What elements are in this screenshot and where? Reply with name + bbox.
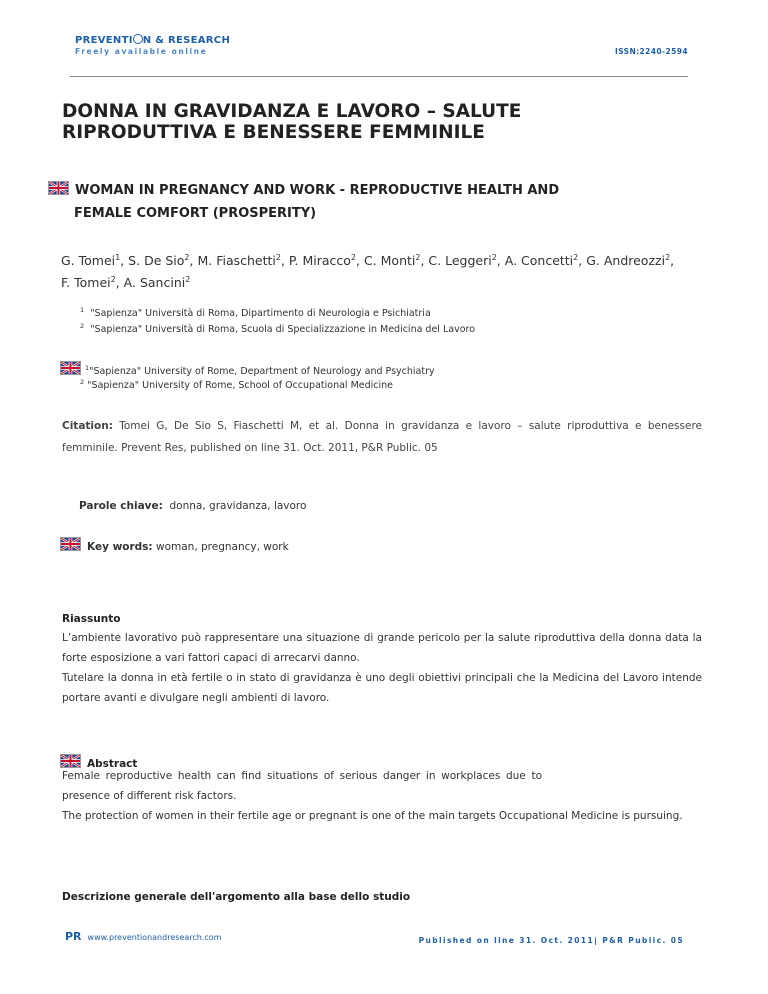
issn: ISSN:2240-2594 (615, 47, 688, 56)
author-sup: 2 (350, 252, 357, 262)
uk-flag-icon (60, 537, 81, 551)
author-sup: 2 (415, 252, 421, 262)
journal-logo (75, 34, 230, 46)
abstract-paragraph-1: Female reproductive health can find situations of serious danger in workplaces due to presence of different risk factors. (62, 770, 542, 802)
logo-o-icon (133, 34, 143, 44)
author-sup: 2 (573, 252, 579, 262)
affiliation-en-2 (80, 378, 393, 391)
author: G. Tomei (61, 253, 116, 268)
author-sup: 2 (184, 252, 190, 262)
affiliation-num: 1 (85, 363, 90, 372)
english-title-line-2: FEMALE COMFORT (PROSPERITY) (74, 206, 317, 221)
header-divider (70, 76, 688, 77)
riassunto-paragraph-2: Tutelare la donna in età fertile o in stato di gravidanza è uno degli obiettivi principali che la Medicina del Lavoro intende portare avanti e divulgare negli ambienti di lavoro. (62, 672, 702, 704)
author: F. Tomei (61, 275, 111, 290)
author-sup: 2 (185, 274, 191, 284)
uk-flag-icon (48, 181, 69, 195)
logo-tagline: Freely available online (75, 47, 208, 56)
riassunto-paragraph-1: L’ambiente lavorativo può rappresentare una situazione di grande pericolo per la salute riproduttiva della donna data la forte esposizione a vari fattori capaci di arrecarvi danno. (62, 632, 702, 664)
descrizione-heading: Descrizione generale dell'argomento alla base dello studio (62, 891, 411, 903)
title-line-1: DONNA IN GRAVIDANZA E LAVORO – SALUTE (62, 101, 522, 122)
affiliation-num: 1 (80, 306, 85, 314)
affiliation-it-1 (80, 306, 431, 319)
abstract-heading-text: Abstract (87, 758, 138, 770)
page-title (62, 101, 682, 143)
author: , G. Andreozzi (578, 253, 666, 268)
footer-url[interactable]: www.preventionandresearch.com (87, 933, 222, 942)
keywords-it-text: donna, gravidanza, lavoro (169, 500, 307, 512)
author-sup: 2 (491, 252, 497, 262)
affiliation-text: "Sapienza" University of Rome, Department of Neurology and Psychiatry (89, 366, 435, 377)
citation (62, 415, 702, 459)
author: , A. Sancini (115, 275, 186, 290)
affiliation-num: 2 (80, 322, 85, 330)
author: , M. Fiaschetti (189, 253, 276, 268)
english-title-text-1: WOMAN IN PREGNANCY AND WORK - REPRODUCTIVE HEALTH AND (75, 183, 560, 198)
uk-flag-icon (60, 361, 81, 375)
author: , P. Miracco (280, 253, 351, 268)
author-sup: 2 (275, 252, 281, 262)
affiliation-it-2 (80, 322, 475, 335)
footer-website (65, 930, 221, 943)
affiliation-text: "Sapienza" Università di Roma, Scuola di Specializzazione in Medicina del Lavoro (90, 324, 476, 336)
affiliation-num: 2 (80, 378, 85, 386)
keywords-en-text: woman, pregnancy, work (155, 541, 289, 553)
keywords-en (60, 537, 289, 553)
citation-text: Tomei G, De Sio S, Fiaschetti M, et al. Donna in gravidanza e lavoro – salute riproduttiva e benessere femminile. Prevent Res, published on line 31. Oct. 2011, P&R Public. 05 (62, 420, 703, 454)
keywords-en-label: Key words: (87, 541, 153, 553)
author: , C. Monti (356, 253, 416, 268)
logo-text-b: N & RESEARCH (142, 35, 231, 46)
logo-text-a: PREVENTI (75, 35, 133, 46)
abstract-paragraph-2: The protection of women in their fertile age or pregnant is one of the main targets Occupational Medicine is pursuing. (62, 810, 683, 822)
author-list (61, 250, 711, 294)
riassunto-heading: Riassunto (62, 613, 121, 625)
pr-logo-icon: PR (65, 930, 82, 943)
abstract-body (62, 766, 702, 826)
author: , S. De Sio (120, 253, 185, 268)
author-sup: 2 (110, 274, 116, 284)
keywords-it-label: Parole chiave: (79, 500, 163, 512)
author: , A. Concetti (496, 253, 574, 268)
title-line-2: RIPRODUTTIVA E BENESSERE FEMMINILE (62, 122, 485, 143)
author-sup: 2 (665, 252, 671, 262)
affiliation-en-1 (60, 361, 435, 377)
footer-published: Published on line 31. Oct. 2011| P&R Public. 05 (418, 936, 684, 945)
riassunto-body (62, 628, 702, 708)
author: , (670, 253, 675, 268)
author-sup: 1 (115, 252, 121, 262)
keywords-it (79, 500, 306, 512)
author: , C. Leggeri (420, 253, 492, 268)
citation-label: Citation: (62, 420, 113, 432)
affiliation-text: "Sapienza" Università di Roma, Dipartimento di Neurologia e Psichiatria (90, 308, 431, 320)
affiliation-text: "Sapienza" University of Rome, School of Occupational Medicine (87, 380, 394, 392)
english-title-line-1 (48, 181, 559, 198)
